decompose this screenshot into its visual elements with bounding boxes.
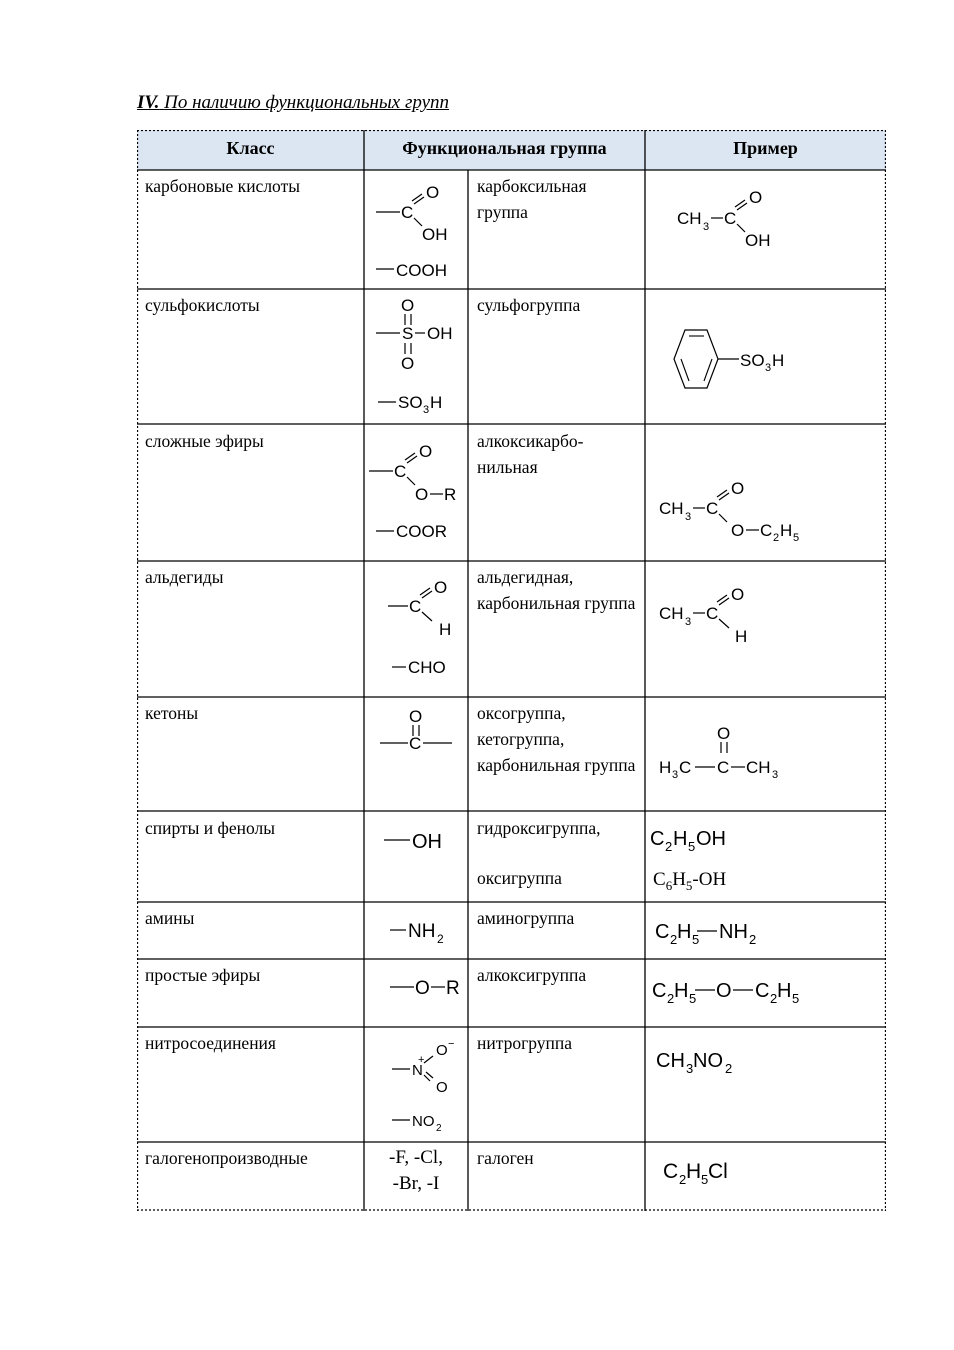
group-name-halogen: галоген [477,1148,534,1168]
example-acetaldehyde [645,561,886,697]
svg-text:3: 3 [423,404,430,416]
svg-text:OH: OH [696,828,726,850]
svg-text:C: C [409,734,422,753]
example-diethyl-ether [645,959,886,1027]
svg-text:C: C [724,209,737,228]
class-carboxylic-acids: карбоновые кислоты [145,176,300,196]
svg-text:2: 2 [665,839,673,854]
svg-text:CH: CH [659,604,684,623]
svg-text:C: C [755,980,770,1002]
svg-text:H: H [674,980,689,1002]
section-title: IV. По наличию функциональных групп [137,92,450,113]
svg-text:H: H [686,1160,702,1183]
svg-text:3: 3 [672,769,679,781]
svg-text:O: O [401,296,415,315]
svg-text:O: O [426,183,440,202]
header-functional-group: Функциональная группа [402,138,607,158]
svg-text:O: O [436,1079,448,1096]
svg-text:O: O [415,485,429,504]
svg-text:5: 5 [692,932,700,947]
svg-text:H: H [439,620,452,639]
formula-ether [364,959,468,1027]
formula-sulfo [364,289,468,424]
svg-text:O: O [409,707,423,726]
svg-text:O: O [731,585,745,604]
formula-hydroxyl [364,811,468,902]
svg-text:3: 3 [765,362,772,374]
svg-text:3: 3 [772,769,779,781]
class-esters: сложные эфиры [145,431,264,451]
svg-text:CH: CH [656,1050,685,1072]
svg-text:O: O [415,978,430,999]
example-ethyl-acetate [645,424,886,561]
svg-text:OH: OH [412,831,442,853]
svg-text:R: R [446,978,460,999]
svg-text:CH: CH [746,758,771,777]
example-ethylamine [645,902,886,959]
svg-text:O: O [717,724,731,743]
svg-text:H: H [430,393,443,412]
svg-text:H: H [780,521,793,540]
header-class: Класс [226,138,275,158]
svg-text:C: C [717,758,730,777]
svg-text:Cl: Cl [708,1160,728,1183]
group-name-amino: аминогруппа [477,908,575,928]
svg-text:+: + [418,1054,425,1066]
class-sulfonic-acids: сульфокислоты [145,295,260,315]
formula-aldehyde [364,561,468,697]
formula-ester [364,424,474,561]
class-amines: амины [145,908,195,928]
svg-text:O: O [436,1042,448,1059]
svg-text:2: 2 [670,932,678,947]
svg-text:2: 2 [436,1123,442,1134]
example-acetone [645,697,886,811]
group-name-oxo: оксогруппа, кетогруппа, карбонильная группа [477,703,636,775]
svg-text:NO: NO [693,1050,723,1072]
svg-text:C: C [663,1160,679,1183]
svg-text:OH: OH [745,231,771,250]
svg-text:2: 2 [667,991,675,1006]
svg-text:O: O [731,521,745,540]
svg-text:2: 2 [773,532,780,544]
svg-text:O: O [419,442,433,461]
svg-text:3: 3 [686,1061,694,1076]
svg-text:5: 5 [689,991,697,1006]
svg-text:−: − [448,1038,455,1050]
svg-text:C: C [650,828,665,850]
group-name-alkoxycarbonyl: алкоксикарбо-нильная [477,431,584,477]
svg-text:2: 2 [749,932,757,947]
svg-text:CH: CH [659,499,684,518]
svg-text:NH: NH [719,921,748,943]
example-nitromethane [645,1027,886,1087]
group-name-alkoxy: алкоксигруппа [477,965,587,985]
class-aldehydes: альдегиды [145,567,224,587]
svg-text:2: 2 [679,1172,687,1187]
svg-text:SO: SO [740,351,765,370]
group-name-carboxyl: карбоксильная группа [477,176,587,222]
svg-text:H: H [772,351,785,370]
formula-halogens-2: -Br, -I [392,1173,440,1194]
svg-text:5: 5 [701,1172,709,1187]
svg-text:C: C [409,597,422,616]
formula-amino [364,902,468,959]
svg-text:C: C [760,521,773,540]
svg-text:NO: NO [412,1113,435,1130]
svg-text:2: 2 [725,1061,733,1076]
group-name-aldehyde: альдегидная, карбонильная группа [477,567,636,613]
svg-text:C: C [706,604,719,623]
svg-text:H: H [673,828,688,850]
class-ethers: простые эфиры [145,965,261,985]
formula-carboxyl [364,170,468,289]
functional-groups-table [137,130,886,1211]
svg-text:C: C [655,921,670,943]
svg-text:H: H [677,921,692,943]
svg-text:5: 5 [793,532,800,544]
example-chloroethane [645,1142,886,1210]
svg-text:3: 3 [685,511,692,523]
svg-text:2: 2 [770,991,778,1006]
formula-nitro [364,1027,468,1142]
example-benzenesulfonic-acid [645,289,886,424]
formula-halogens-1: -F, -Cl, [389,1147,443,1168]
svg-text:COOH: COOH [396,261,447,280]
svg-text:CH: CH [677,209,702,228]
svg-text:R: R [444,485,457,504]
svg-text:5: 5 [792,991,800,1006]
svg-text:3: 3 [685,616,692,628]
svg-text:5: 5 [688,839,696,854]
group-name-oxy: оксигруппа [477,868,562,888]
class-ketones: кетоны [145,703,199,723]
svg-text:C: C [394,462,407,481]
header-example: Пример [733,138,798,158]
svg-text:C: C [679,758,692,777]
svg-text:H: H [659,758,672,777]
example-acetic-acid [645,170,886,289]
svg-text:H: H [735,627,748,646]
group-name-hydroxy: гидроксигруппа, [477,818,601,838]
svg-text:S: S [402,324,414,343]
class-alcohols-phenols: спирты и фенолы [145,818,276,838]
svg-text:O: O [716,980,732,1002]
svg-text:NH: NH [408,921,436,942]
svg-text:SO: SO [398,393,423,412]
svg-text:3: 3 [703,221,710,233]
example-ethanol [645,811,886,861]
class-halogen-derivatives: галогенопроизводные [145,1148,308,1168]
svg-text:H: H [777,980,792,1002]
group-name-nitro: нитрогруппа [477,1033,573,1053]
class-nitro-compounds: нитросоединения [145,1033,276,1053]
svg-text:C: C [706,499,719,518]
svg-text:O: O [434,578,448,597]
svg-text:N: N [412,1062,423,1079]
svg-text:C: C [652,980,667,1002]
formula-ketone [364,697,468,811]
svg-text:C: C [401,203,414,222]
svg-text:OH: OH [422,225,448,244]
svg-text:OH: OH [427,324,453,343]
svg-text:CHO: CHO [408,658,446,677]
svg-text:O: O [401,354,415,373]
svg-text:2: 2 [437,932,444,946]
group-name-sulfo: сульфогруппа [477,295,581,315]
example-phenol: $C_6H_5-OH$ [653,869,727,893]
svg-text:O: O [731,479,745,498]
svg-text:COOR: COOR [396,522,447,541]
svg-text:O: O [749,188,763,207]
